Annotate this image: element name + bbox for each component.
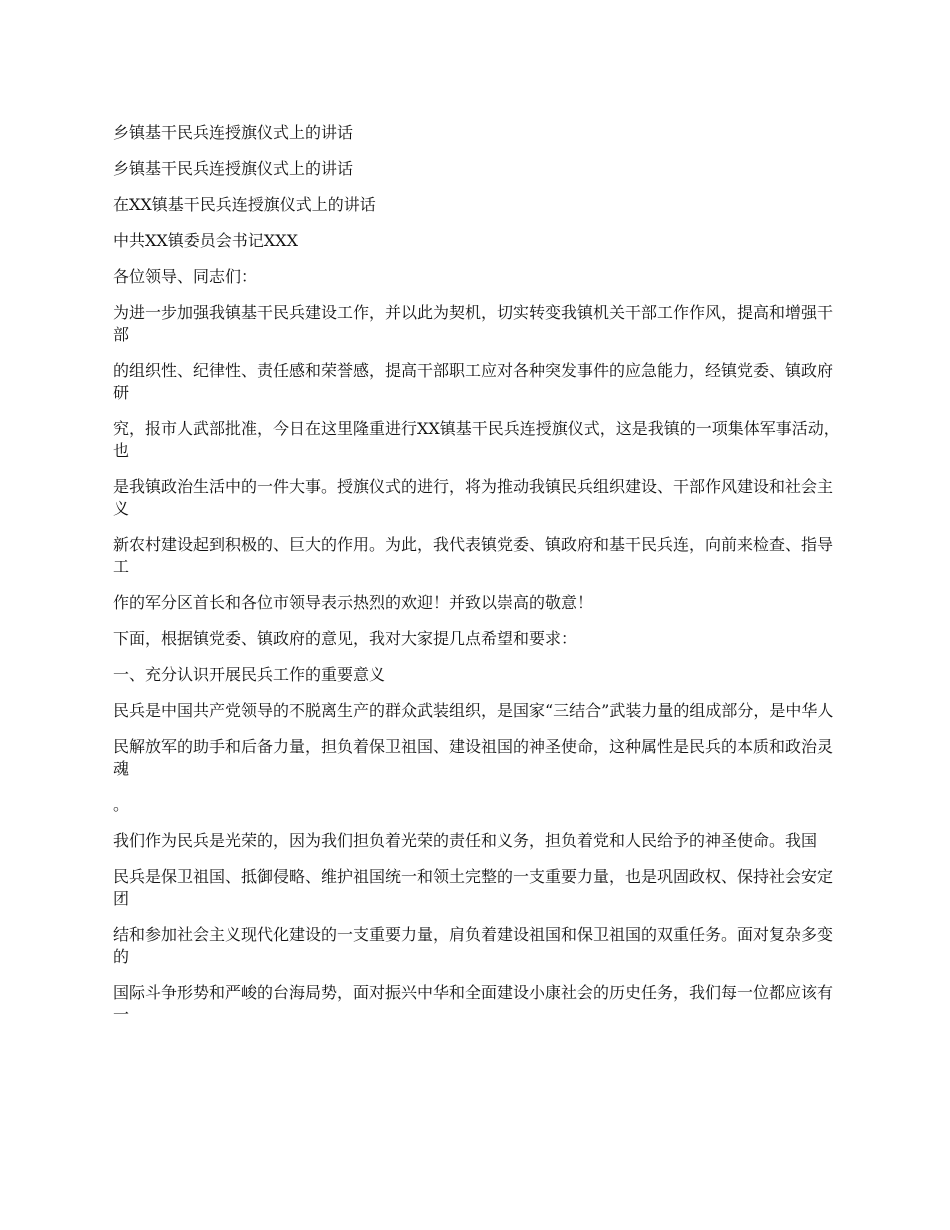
- body-paragraph: 民兵是中国共产党领导的不脱离生产的群众武装组织，是国家“三结合”武装力量的组成部分，是中华人: [113, 701, 834, 720]
- body-paragraph: 新农村建设起到积极的、巨大的作用。为此，我代表镇党委、镇政府和基干民兵连，向前来检查、指导工: [113, 535, 834, 576]
- speaker-line: 中共XX镇委员会书记XXX: [113, 231, 298, 250]
- body-paragraph: 民兵是保卫祖国、抵御侵略、维护祖国统一和领土完整的一支重要力量，也是巩固政权、保持社会安定团: [113, 867, 834, 908]
- body-paragraph: 作的军分区首长和各位市领导表示热烈的欢迎！并致以崇高的敬意！: [113, 593, 594, 612]
- salutation: 各位领导、同志们：: [113, 267, 258, 286]
- body-paragraph: 究，报市人武部批准，今日在这里隆重进行XX镇基干民兵连授旗仪式，这是我镇的一项集体军事活动，也: [113, 419, 840, 460]
- body-paragraph: 国际斗争形势和严峻的台海局势，面对振兴中华和全面建设小康社会的历史任务，我们每一位都应该有一: [113, 983, 834, 1024]
- section-heading: 一、充分认识开展民兵工作的重要意义: [113, 665, 386, 684]
- body-paragraph: 结和参加社会主义现代化建设的一支重要力量，肩负着建设祖国和保卫祖国的双重任务。面对复杂多变的: [113, 925, 834, 966]
- body-paragraph: 下面，根据镇党委、镇政府的意见，我对大家提几点希望和要求：: [113, 629, 578, 648]
- doc-title-repeat: 乡镇基干民兵连授旗仪式上的讲话: [113, 159, 354, 178]
- body-paragraph: 我们作为民兵是光荣的，因为我们担负着光荣的责任和义务，担负着党和人民给予的神圣使命。我国: [113, 831, 818, 850]
- doc-title: 乡镇基干民兵连授旗仪式上的讲话: [113, 123, 354, 142]
- body-paragraph: 。: [113, 795, 130, 814]
- document-page: [113, 122, 843, 1040]
- body-paragraph: 为进一步加强我镇基干民兵建设工作，并以此为契机，切实转变我镇机关干部工作作风，提高和增强干部: [113, 303, 834, 344]
- speech-title: 在XX镇基干民兵连授旗仪式上的讲话: [113, 195, 376, 214]
- body-paragraph: 是我镇政治生活中的一件大事。授旗仪式的进行，将为推动我镇民兵组织建设、干部作风建设和社会主义: [113, 477, 834, 518]
- body-paragraph: 民解放军的助手和后备力量，担负着保卫祖国、建设祖国的神圣使命，这种属性是民兵的本质和政治灵魂: [113, 737, 834, 778]
- body-paragraph: 的组织性、纪律性、责任感和荣誉感，提高干部职工应对各种突发事件的应急能力，经镇党委、镇政府研: [113, 361, 834, 402]
